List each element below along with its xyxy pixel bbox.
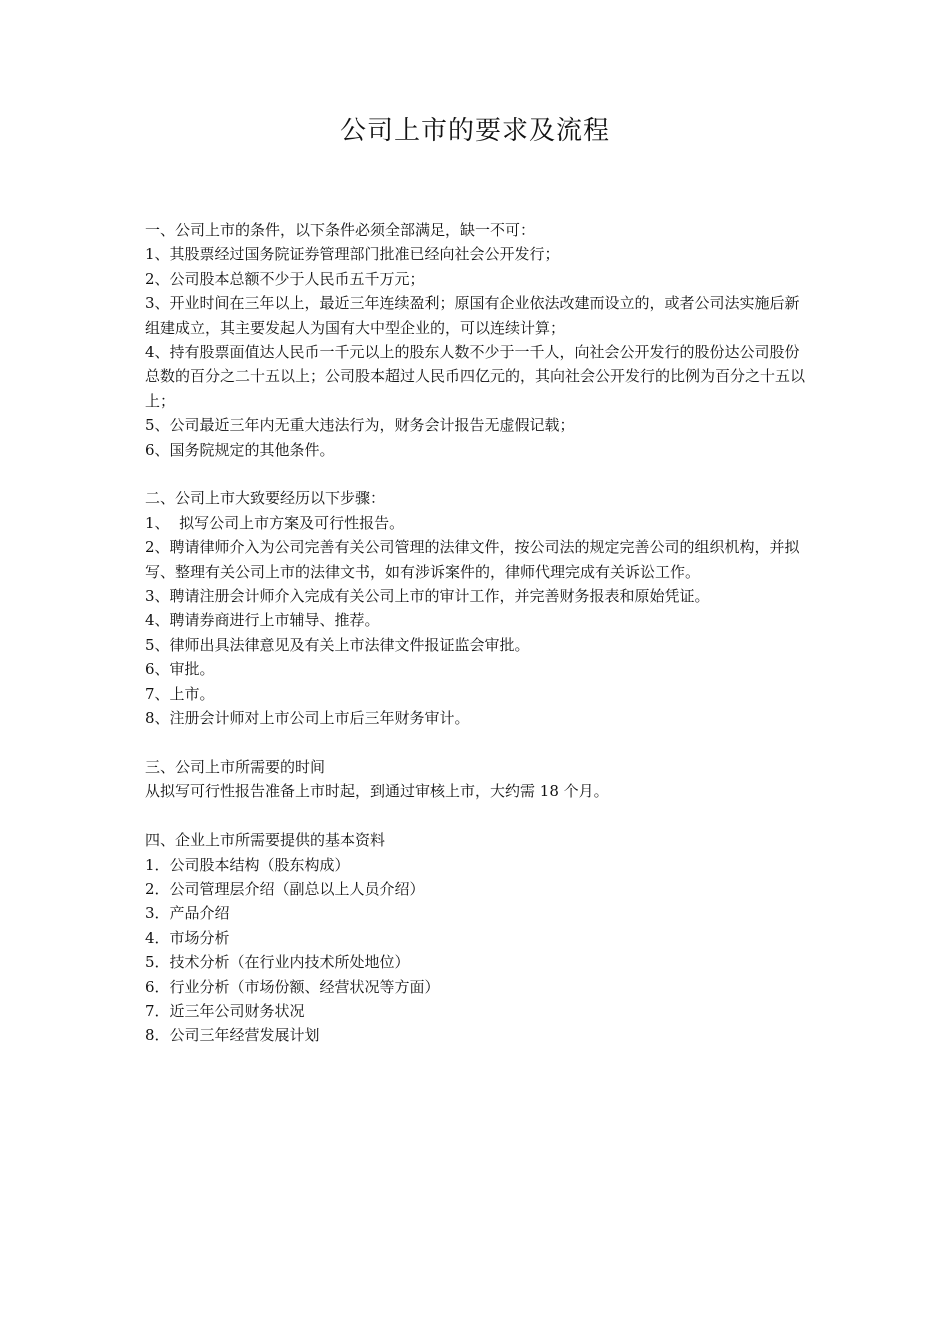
section-required-materials — [145, 828, 813, 1048]
list-item: 8、注册会计师对上市公司上市后三年财务审计。 — [145, 709, 470, 728]
document-body — [145, 218, 813, 1048]
list-item: 5、律师出具法律意见及有关上市法律文件报证监会审批。 — [145, 635, 530, 654]
list-item: 1、其股票经过国务院证券管理部门批准已经向社会公开发行； — [145, 245, 560, 264]
list-item: 5．技术分析（在行业内技术所处地位） — [145, 953, 410, 972]
list-item: 3、开业时间在三年以上，最近三年连续盈利；原国有企业依法改建而设立的，或者公司法实施后新组建成立，其主要发起人为国有大中型企业的，可以连续计算； — [145, 294, 800, 337]
section-listing-time — [145, 755, 813, 804]
list-item: 4、聘请券商进行上市辅导、推荐。 — [145, 611, 380, 630]
list-item: 8．公司三年经营发展计划 — [145, 1026, 320, 1045]
list-item: 3．产品介绍 — [145, 904, 230, 923]
list-item: 5、公司最近三年内无重大违法行为，财务会计报告无虚假记载； — [145, 416, 575, 435]
section-listing-conditions — [145, 218, 813, 462]
page-title: 公司上市的要求及流程 — [339, 116, 610, 146]
list-item: 6、国务院规定的其他条件。 — [145, 440, 335, 459]
list-item: 7、上市。 — [145, 684, 215, 703]
list-item: 6、审批。 — [145, 660, 215, 679]
section-listing-steps — [145, 486, 813, 730]
list-item: 7．近三年公司财务状况 — [145, 1001, 305, 1020]
list-item: 2．公司管理层介绍（副总以上人员介绍） — [145, 879, 425, 898]
list-item: 2、公司股本总额不少于人民币五千万元； — [145, 269, 425, 288]
list-item: 从拟写可行性报告准备上市时起，到通过审核上市，大约需 18 个月。 — [145, 782, 609, 801]
section-heading: 四、企业上市所需要提供的基本资料 — [145, 831, 386, 850]
list-item: 1、 拟写公司上市方案及可行性报告。 — [145, 513, 405, 532]
list-item: 6．行业分析（市场份额、经营状况等方面） — [145, 977, 440, 996]
list-item: 4．市场分析 — [145, 928, 230, 947]
list-item: 1．公司股本结构（股东构成） — [145, 855, 350, 874]
list-item: 2、聘请律师介入为公司完善有关公司管理的法律文件，按公司法的规定完善公司的组织机构，并拟写、整理有关公司上市的法律文书，如有涉诉案件的，律师代理完成有关诉讼工作。 — [145, 538, 800, 581]
list-item: 3、聘请注册会计师介入完成有关公司上市的审计工作，并完善财务报表和原始凭证。 — [145, 587, 710, 606]
section-heading: 二、公司上市大致要经历以下步骤： — [145, 489, 386, 508]
section-heading: 三、公司上市所需要的时间 — [145, 757, 326, 776]
list-item: 4、持有股票面值达人民币一千元以上的股东人数不少于一千人，向社会公开发行的股份达公司股份总数的百分之二十五以上；公司股本超过人民币四亿元的，其向社会公开发行的比例为百分之十五以上； — [145, 343, 806, 410]
section-heading: 一、公司上市的条件，以下条件必须全部满足，缺一不可： — [145, 221, 536, 239]
